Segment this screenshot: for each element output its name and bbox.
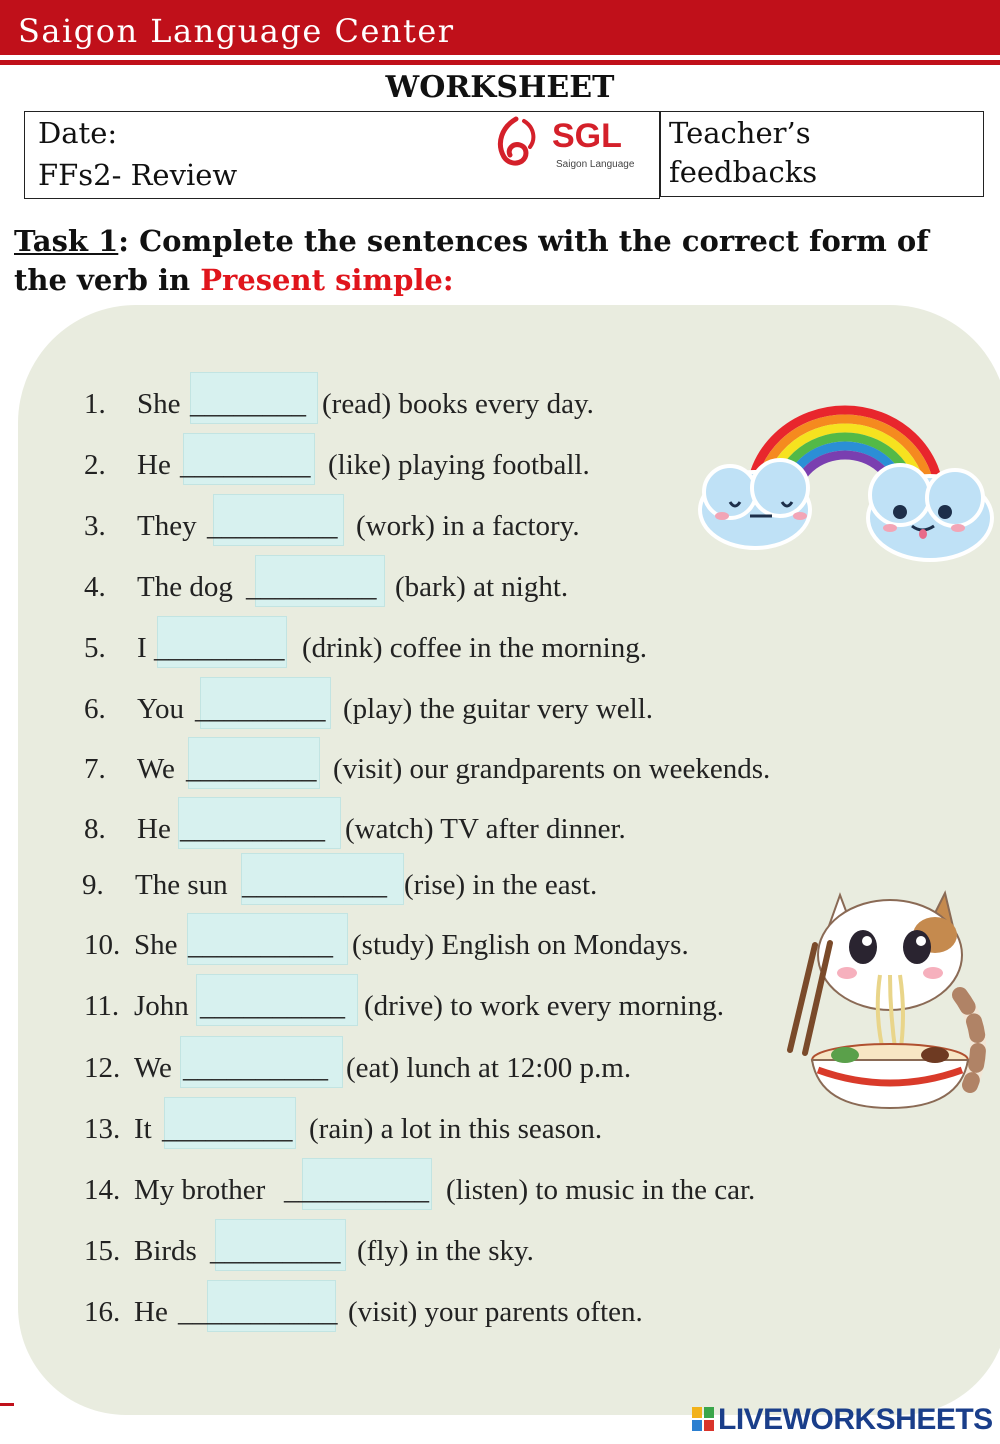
item-blank-line: __________ [180,813,325,845]
logo-text: SGL [552,117,622,155]
item-number: 10. [84,929,121,961]
item-subject: She [137,388,181,420]
item-subject: We [134,1052,172,1084]
item-subject: I [137,632,147,664]
center-name: Saigon Language Center [18,12,455,50]
rainbow-cloud-illustration [690,400,1000,570]
logo-subtext: Saigon Language [556,159,635,170]
item-number: 9. [82,869,104,901]
exercise-item [0,1174,1000,1214]
item-subject: My brother [134,1174,266,1206]
footer-red-mark [0,1403,14,1406]
item-subject: He [137,813,171,845]
exercise-item [0,632,1000,672]
item-subject: John [134,990,189,1022]
task-text: : Complete the sentences with the correct form of the verb in [14,224,929,297]
item-blank-line: _________ [162,1113,293,1145]
item-rest-text: (visit) our grandparents on weekends. [333,753,771,785]
item-number: 15. [84,1235,121,1267]
task-label: Task 1 [14,224,119,258]
item-rest-text: (play) the guitar very well. [343,693,654,725]
item-subject: We [137,753,175,785]
item-number: 8. [84,813,106,845]
item-rest-text: (fly) in the sky. [357,1235,534,1267]
item-rest-text: (rain) a lot in this season. [309,1113,603,1145]
course-label: FFs2- Review [38,158,238,192]
item-rest-text: (eat) lunch at 12:00 p.m. [346,1052,632,1084]
item-subject: Birds [134,1235,197,1267]
item-blank-line: _________ [186,753,317,785]
item-subject: He [137,449,171,481]
item-rest-text: (rise) in the east. [404,869,598,901]
item-rest-text: (study) English on Mondays. [352,929,689,961]
feedback-label-2: feedbacks [669,155,818,189]
item-number: 11. [84,990,120,1022]
feedback-label-1: Teacher’s [669,116,811,150]
item-blank-line: _________ [195,693,326,725]
exercise-item [0,1235,1000,1275]
item-blank-line: _________ [246,571,377,603]
item-blank-line: _________ [210,1235,341,1267]
item-subject: It [134,1113,152,1145]
liveworksheets-logo-icon [692,1407,716,1433]
task-highlight: Present simple: [200,263,454,297]
cat-eating-noodles-illustration [785,875,995,1115]
sgl-logo [494,113,654,175]
item-rest-text: (watch) TV after dinner. [345,813,626,845]
item-blank-line: __________ [183,1052,328,1084]
item-rest-text: (bark) at night. [395,571,569,603]
exercise-item [0,571,1000,611]
item-rest-text: (listen) to music in the car. [446,1174,756,1206]
item-number: 4. [84,571,106,603]
item-blank-line: __________ [242,869,387,901]
item-blank-line: _________ [180,449,311,481]
header-bar [0,0,1000,55]
exercise-item [0,813,1000,853]
item-blank-line: __________ [200,990,345,1022]
item-number: 1. [84,388,106,420]
exercise-item [0,1113,1000,1153]
item-rest-text: (read) books every day. [322,388,594,420]
item-number: 2. [84,449,106,481]
item-blank-line: __________ [284,1174,429,1206]
item-subject: The sun [135,869,228,901]
item-number: 3. [84,510,106,542]
exercise-item [0,753,1000,793]
item-subject: You [137,693,185,725]
item-subject: They [137,510,197,542]
exercise-item [0,693,1000,733]
item-number: 16. [84,1296,121,1328]
item-number: 5. [84,632,106,664]
item-rest-text: (like) playing football. [328,449,590,481]
header-divider [0,60,1000,65]
liveworksheets-brand: LIVEWORKSHEETS [718,1403,993,1436]
item-blank-line: __________ [188,929,333,961]
item-number: 6. [84,693,106,725]
item-rest-text: (drink) coffee in the morning. [302,632,647,664]
date-label: Date: [38,116,118,150]
item-subject: The dog [137,571,233,603]
item-rest-text: (work) in a factory. [356,510,580,542]
item-number: 7. [84,753,106,785]
feedback-box [660,111,984,197]
item-rest-text: (drive) to work every morning. [364,990,724,1022]
worksheet-title: WORKSHEET [385,70,615,105]
item-subject: She [134,929,178,961]
item-number: 12. [84,1052,121,1084]
item-blank-line: ___________ [178,1296,338,1328]
item-number: 13. [84,1113,121,1145]
item-number: 14. [84,1174,121,1206]
item-blank-line: ________ [190,388,306,420]
item-blank-line: _________ [207,510,338,542]
exercise-item [0,1296,1000,1336]
item-subject: He [134,1296,168,1328]
item-rest-text: (visit) your parents often. [348,1296,643,1328]
item-blank-line: _________ [154,632,285,664]
task-instruction [14,222,974,300]
